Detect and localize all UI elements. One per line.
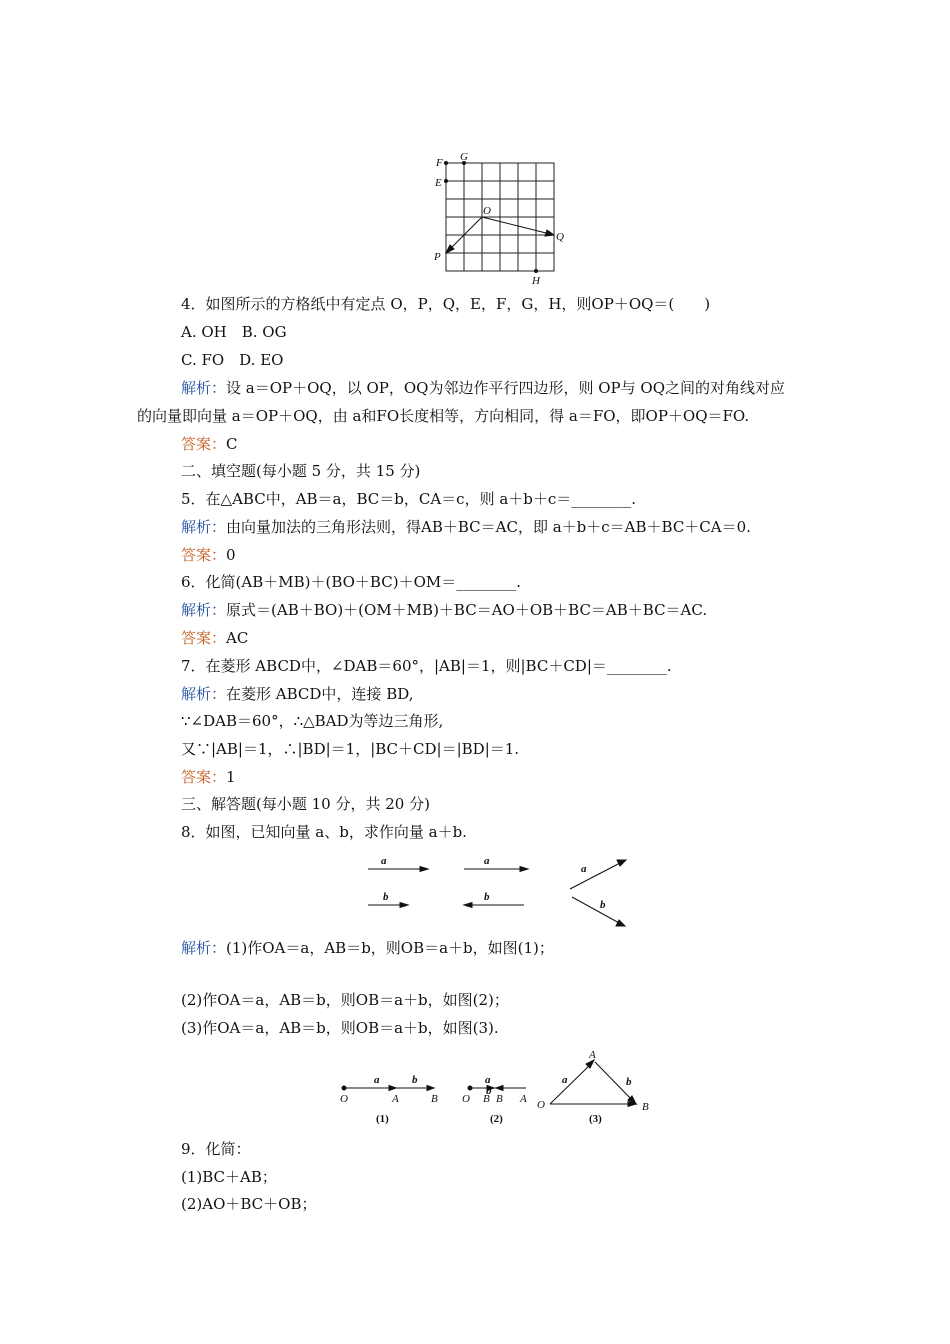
q4-answer-value: C [226,435,238,453]
q4-options-cd: C. FO D. EO [181,351,284,369]
given-vectors-figure [360,850,650,932]
arrowhead [400,903,408,908]
label-g: G [460,151,468,163]
caption-1: (1) [376,1113,389,1125]
point-e [444,179,448,183]
label-b: b [383,891,389,903]
q6-analysis [181,600,707,620]
label-q: Q [556,231,564,243]
label-a: a [581,863,587,875]
q7-analysis [181,684,413,704]
answer-label: 答案： [181,546,227,564]
analysis-label: 解析： [181,518,227,536]
q6-analysis-text: 原式＝(AB＋BO)＋(OM＋MB)＋BC＝AO＋OB＋BC＝AB＋BC＝AC. [226,601,708,619]
label-a: A [392,1093,399,1105]
q6-answer [181,628,248,648]
section-solve: 三、解答题(每小题 10 分，共 20 分) [181,795,430,813]
q6-answer-value: AC [226,629,249,647]
analysis-label: 解析： [181,685,227,703]
label-b: b [484,891,490,903]
q5-analysis-text: 由向量加法的三角形法则，得AB＋BC＝AC，即 a＋b＋c＝AB＋BC＋CA＝0. [226,518,751,536]
label-b: B [431,1093,438,1105]
label-b: B [642,1101,649,1113]
q4-stem: 4．如图所示的方格纸中有定点 O，P，Q，E，F，G，H，则OP＋OQ＝( ) [181,295,711,313]
q8-analysis-text-3: (3)作OA＝a，AB＝b，则OB＝a＋b，如图(3). [181,1019,499,1037]
q4-options-ab: A. OH B. OG [181,323,287,341]
vector-a-3 [570,862,622,889]
caption-2: (2) [490,1113,503,1125]
label-b: B [496,1093,503,1105]
q5-stem: 5．在△ABC中，AB＝a，BC＝b，CA＝c，则 a＋b＋c＝________. [181,490,637,508]
q4-analysis [181,378,785,398]
label-vec-b: b [626,1076,632,1088]
label-o: O [483,205,491,217]
arrowhead [427,1086,434,1091]
answer-label: 答案： [181,768,227,786]
vector-op [448,217,482,251]
q5-answer-value: 0 [226,546,236,564]
analysis-label: 解析： [181,601,227,619]
label-b: b [600,899,606,911]
q7-stem: 7．在菱形 ABCD中，∠DAB＝60°，|AB|＝1，则|BC＋CD|＝________. [181,657,672,675]
point-h [534,269,538,273]
label-vec-b: b [412,1074,418,1086]
label-p: P [434,251,441,263]
arrowhead [617,860,626,866]
q5-analysis [181,517,751,537]
q6-stem: 6．化简(AB＋MB)＋(BO＋BC)＋OM＝________. [181,573,521,591]
sol3-oa [550,1062,593,1104]
label-o: O [537,1099,545,1111]
label-b: B [483,1093,490,1105]
analysis-label: 解析： [181,379,227,397]
caption-3: (3) [589,1113,602,1125]
label-vec-a: a [374,1074,380,1086]
q9-stem: 9．化简： [181,1140,251,1158]
label-vec-a: a [562,1074,568,1086]
arrow-q [545,230,554,236]
label-o: O [462,1093,470,1105]
grid-lines [446,163,554,271]
arrowhead [520,867,528,872]
label-f: F [436,157,443,169]
arrowhead [464,903,472,908]
q7-answer-value: 1 [226,768,236,786]
analysis-label: 解析： [181,939,227,957]
dot [342,1086,346,1090]
label-vec-a: a [485,1074,491,1086]
q7-analysis-text-1: 在菱形 ABCD中，连接 BD, [226,685,414,703]
q4-answer [181,434,238,454]
q8-stem: 8．如图，已知向量 a、b，求作向量 a＋b. [181,823,467,841]
section-fill-in: 二、填空题(每小题 5 分，共 15 分) [181,462,421,480]
point-f [444,161,448,165]
label-e: E [435,177,442,189]
q7-analysis-text-2: ∵∠DAB＝60°，∴△BAD为等边三角形, [181,712,444,730]
arrowhead [496,1086,503,1091]
label-a: a [381,855,387,867]
q8-analysis-text-1: (1)作OA＝a，AB＝b，则OB＝a＋b，如图(1)； [226,939,554,957]
q9-item-1: (1)BC＋AB； [181,1168,277,1186]
answer-label: 答案： [181,435,227,453]
q4-analysis-text-2: 的向量即向量 a＝OP＋OQ，由 a和FO长度相等，方向相同，得 a＝FO，即OP＋OQ＝FO. [137,407,750,425]
q7-answer [181,767,236,787]
vector-oq [482,217,550,234]
label-vec-b: b [486,1085,492,1097]
q8-analysis [181,938,554,958]
arrowhead [420,867,428,872]
label-o: O [340,1093,348,1105]
q8-analysis-text-2: (2)作OA＝a，AB＝b，则OB＝a＋b，如图(2)； [181,991,509,1009]
arrowhead [389,1086,396,1091]
q9-item-2: (2)AO＋BC＋OB； [181,1195,317,1213]
answer-label: 答案： [181,629,227,647]
label-a: A [520,1093,527,1105]
arrowhead [616,920,625,926]
label-a: a [484,855,490,867]
dot [468,1086,472,1090]
vector-b-3 [572,897,621,924]
q5-answer [181,545,236,565]
solution-vectors-figure [330,1046,660,1128]
q7-analysis-text-3: 又∵|AB|＝1，∴|BD|＝1，|BC＋CD|＝|BD|＝1. [181,740,520,758]
grid-figure [428,150,578,290]
label-a: A [589,1049,596,1061]
q4-analysis-text-1: 设 a＝OP＋OQ，以 OP，OQ为邻边作平行四边形，则 OP与 OQ之间的对角线对应 [226,379,785,397]
label-h: H [532,275,540,287]
arrowhead [586,1060,594,1068]
